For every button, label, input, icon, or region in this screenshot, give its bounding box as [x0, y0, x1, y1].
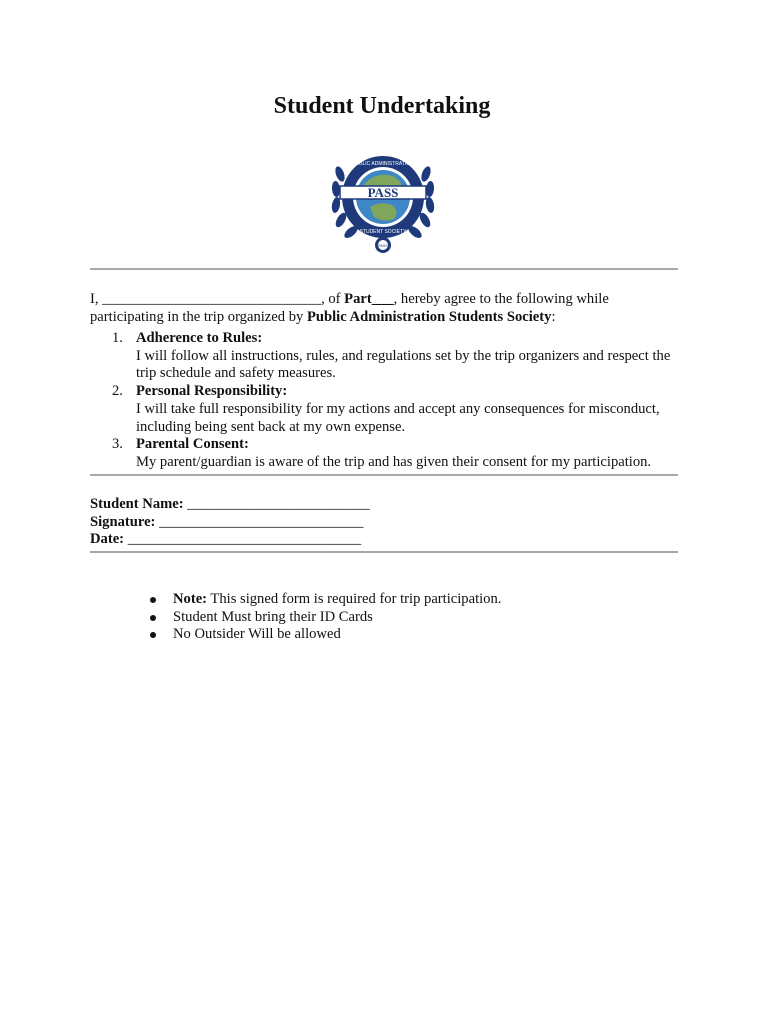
logo-wordmark: PASS — [367, 185, 399, 200]
bullet-icon — [150, 597, 156, 603]
signature-fields — [90, 496, 490, 549]
date-label: Date: — [90, 531, 125, 548]
term-number: 3. — [112, 436, 123, 453]
note-label: Note: — [173, 591, 208, 607]
pass-logo — [330, 149, 436, 257]
page-title: Student Undertaking — [273, 93, 491, 119]
list-item — [90, 383, 690, 436]
signature-blank: ____________________________ — [155, 513, 364, 530]
bullet-icon — [150, 615, 156, 621]
term-heading: Parental Consent: — [136, 436, 249, 453]
pass-emblem-icon — [330, 149, 436, 257]
intro-paragraph — [90, 290, 680, 326]
list-item — [90, 436, 690, 471]
signature-row — [90, 514, 490, 532]
divider-top — [90, 268, 678, 270]
date-row — [90, 531, 490, 549]
term-text: I will take full responsibility for my actions and accept any consequences for misconduct, including being sent back at my own expense. — [136, 400, 660, 435]
organization-name: Public Administration Students Society — [306, 309, 552, 325]
notes-list — [150, 591, 650, 644]
note-text: This signed form is required for trip participation. — [207, 591, 502, 607]
student-name-blank: _________________________ — [183, 496, 370, 512]
intro-middle: , hereby agree to the following while participating in the trip organized by — [90, 291, 609, 325]
term-text: My parent/guardian is aware of the trip and has given their consent for my participation. — [136, 453, 652, 470]
terms-list — [90, 330, 690, 472]
term-number: 1. — [112, 330, 123, 346]
list-item — [90, 330, 690, 383]
term-heading: Personal Responsibility: — [136, 383, 288, 400]
term-number: 2. — [112, 383, 123, 400]
student-name-row — [90, 496, 490, 514]
signature-label: Signature: — [90, 513, 156, 530]
student-name-label: Student Name: — [90, 496, 184, 512]
note-no-outsiders: No Outsider Will be allowed — [173, 626, 341, 643]
list-item — [150, 609, 650, 627]
bullet-icon — [150, 632, 156, 638]
logo-ring-text-top: PUBLIC ADMINISTRATION — [352, 161, 414, 167]
list-item — [150, 626, 650, 644]
part-label: Part___ — [344, 291, 394, 307]
divider-middle — [90, 474, 678, 476]
date-blank: ________________________________ — [124, 531, 362, 548]
divider-bottom — [90, 551, 678, 553]
term-text: I will follow all instructions, rules, and regulations set by the trip organizers and respect the trip schedule and safety measures. — [136, 347, 671, 382]
note-id-cards: Student Must bring their ID Cards — [173, 608, 373, 625]
intro-suffix: : — [551, 309, 556, 325]
logo-ring-text-bottom: STUDENT SOCIETY — [359, 229, 407, 235]
term-heading: Adherence to Rules: — [136, 330, 263, 346]
logo-seal-text: PASS — [378, 244, 388, 248]
intro-prefix: I, ______________________________, of — [90, 291, 345, 307]
list-item — [150, 591, 650, 609]
